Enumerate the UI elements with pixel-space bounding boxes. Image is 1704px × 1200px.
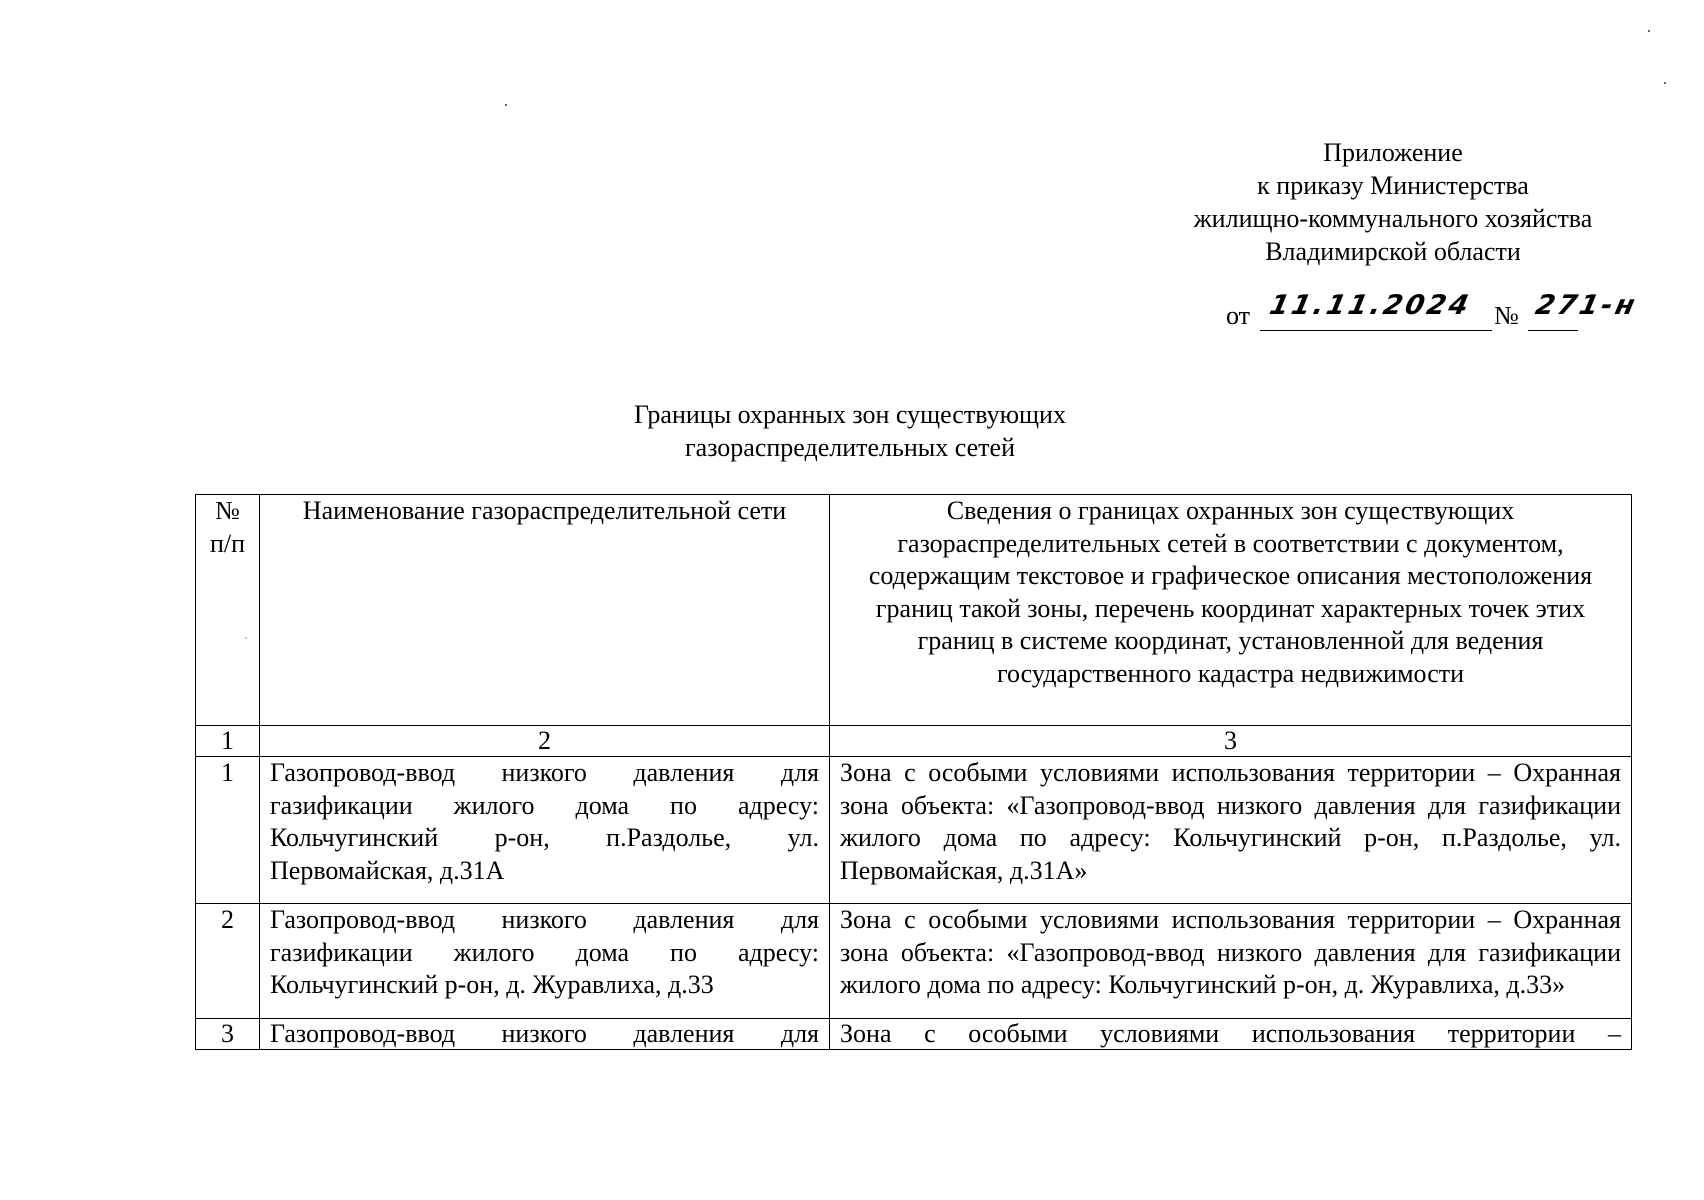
zone-info-cell: Зона с особыми условиями использования территории – Охранная зона объекта: «Газопровод-ввод низкого давления для газификации жилого дома по адресу: Кольчугинский р-он, д. Журавлиха, д.33» (830, 904, 1632, 1019)
column-header-zone-info: Сведения о границах охранных зон существующих газораспределительных сетей в соответствии с документом, содержащим текстовое и графическое описания местоположения границ такой зоны, перечень координат характерных точек этих границ в системе координат, установленной для ведения государственного кадастра недвижимости (830, 495, 1632, 726)
document-title (560, 398, 1140, 464)
column-number-row (196, 726, 1632, 757)
network-name-cell: Газопровод-ввод низкого давления для газификации жилого дома по адресу: Кольчугинский р-он, п.Раздолье, ул. Первомайская, д.31А (260, 757, 830, 904)
table-row (196, 904, 1632, 1019)
scan-speck (245, 637, 247, 639)
zone-info-cell: Зона с особыми условиями использования территории – (830, 1019, 1632, 1050)
number-label: № (1494, 301, 1519, 330)
row-number: 3 (196, 1019, 260, 1050)
title-line-1: Границы охранных зон существующих (634, 400, 1066, 429)
order-date-field (1260, 290, 1492, 331)
scan-speck (1648, 30, 1650, 32)
row-number: 2 (196, 904, 260, 1019)
protection-zones-table (195, 494, 1632, 1050)
column-number: 2 (260, 726, 830, 757)
order-number-field (1528, 290, 1641, 331)
column-header-number: № п/п (196, 495, 260, 726)
row-number: 1 (196, 757, 260, 904)
table-header-row (196, 495, 1632, 726)
appendix-header-line: Приложение (1323, 138, 1463, 167)
order-date-number-line (1226, 290, 1646, 336)
appendix-header-line: жилищно-коммунального хозяйства (1193, 204, 1593, 233)
table-row (196, 1019, 1632, 1050)
column-header-network-name: Наименование газораспределительной сети (260, 495, 830, 726)
network-name-cell: Газопровод-ввод низкого давления для газификации жилого дома по адресу: Кольчугинский р-он, д. Журавлиха, д.33 (260, 904, 830, 1019)
scan-speck (1664, 82, 1666, 84)
network-name-cell: Газопровод-ввод низкого давления для (260, 1019, 830, 1050)
from-label: от (1226, 301, 1251, 330)
appendix-header-line: к приказу Министерства (1257, 171, 1529, 200)
scan-speck (505, 104, 507, 106)
handwritten-date: 11.11.2024 (1266, 290, 1475, 321)
table-row (196, 757, 1632, 904)
handwritten-number: 271-н (1532, 290, 1641, 321)
column-number: 1 (196, 726, 260, 757)
appendix-header-line: Владимирской области (1265, 237, 1521, 266)
title-line-2: газораспределительных сетей (684, 433, 1015, 462)
appendix-header (1160, 136, 1626, 268)
column-number: 3 (830, 726, 1632, 757)
zone-info-cell: Зона с особыми условиями использования территории – Охранная зона объекта: «Газопровод-ввод низкого давления для газификации жилого дома по адресу: Кольчугинский р-он, п.Раздолье, ул. Первомайская, д.31А» (830, 757, 1632, 904)
